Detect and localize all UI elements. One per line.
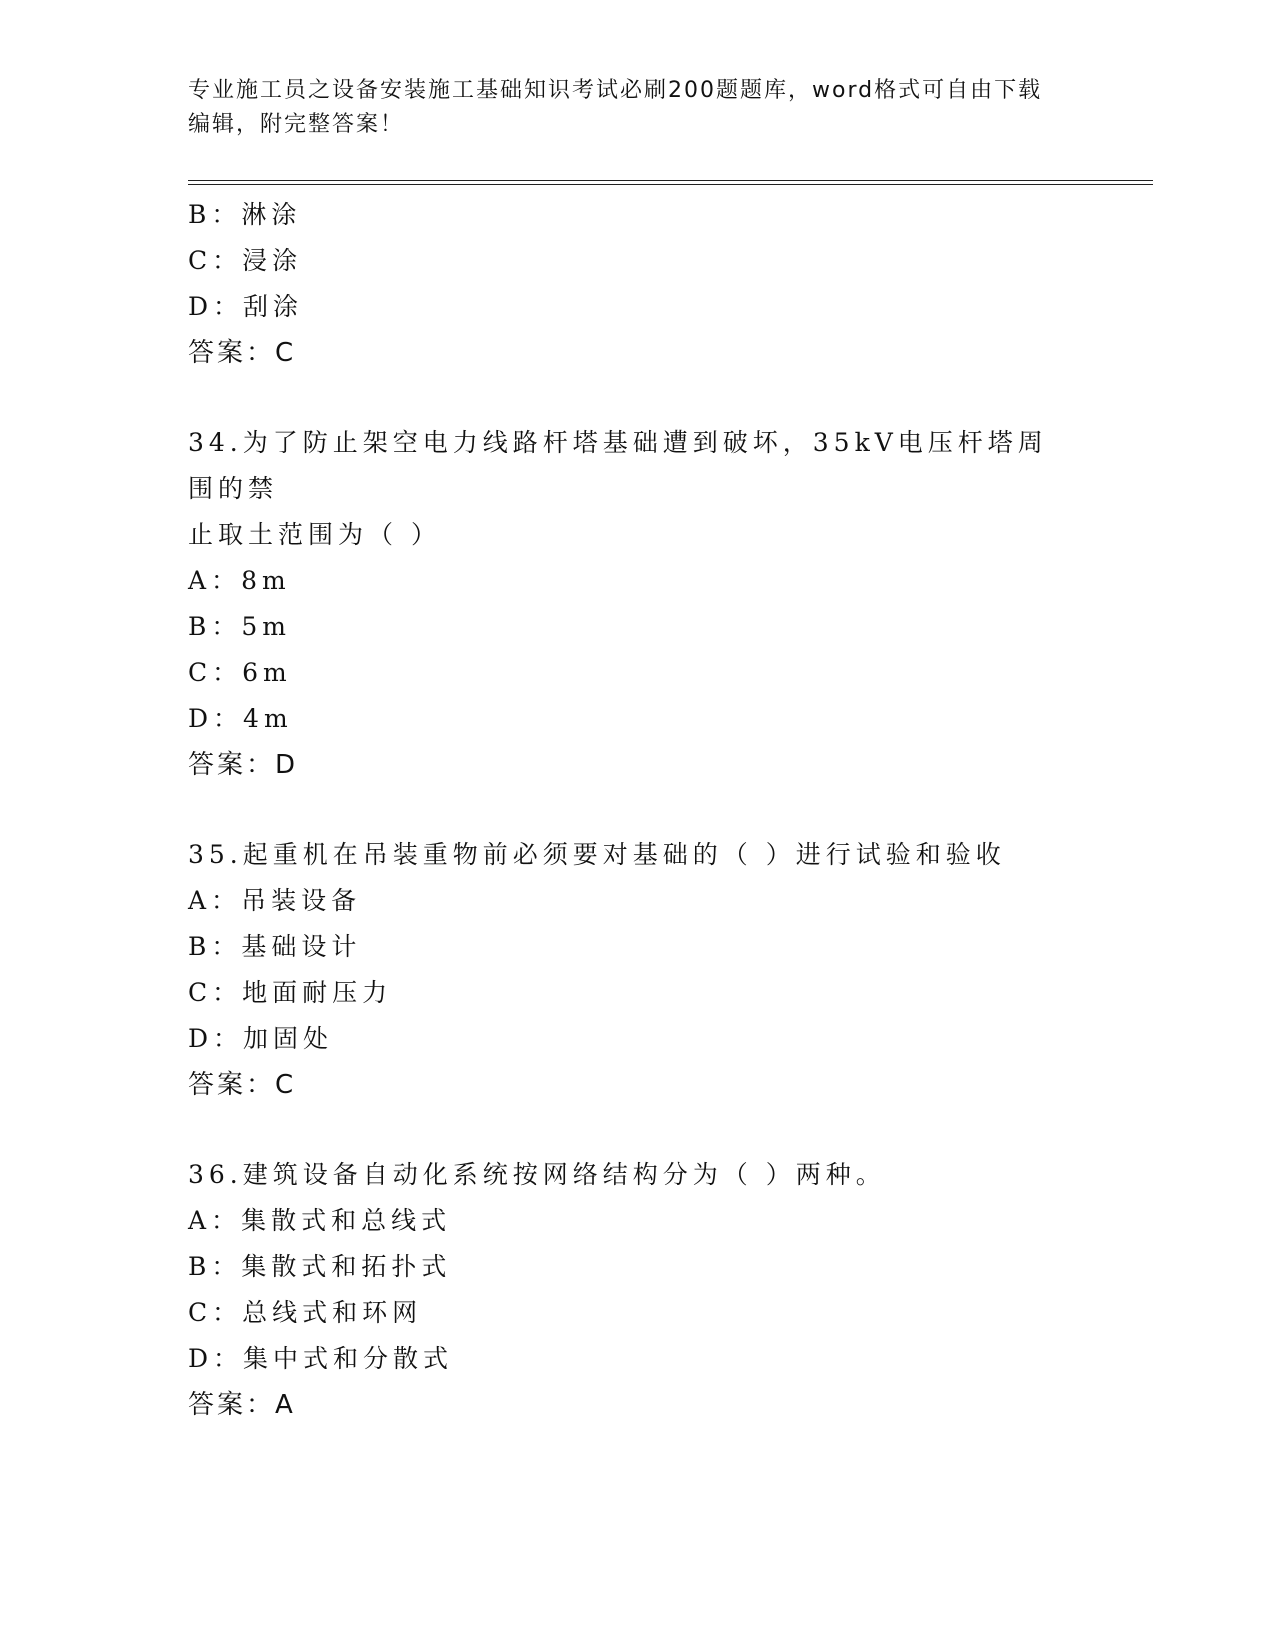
option-label: D： <box>188 1344 244 1373</box>
header-title-line-1: 专业施工员之设备安装施工基础知识考试必刷200题题库，word格式可自由下载 <box>188 78 1043 103</box>
option-b <box>188 604 1068 650</box>
question-stem <box>188 420 1068 558</box>
question-33-continued <box>188 192 1068 376</box>
option-label: A： <box>188 886 242 915</box>
option-a <box>188 1198 1068 1244</box>
question-stem <box>188 1152 1068 1198</box>
option-text: 总线式和环网 <box>242 1298 423 1327</box>
question-34 <box>188 420 1068 788</box>
question-stem-line-2: 止取土范围为（ ） <box>188 520 441 549</box>
answer-line: 答案：C <box>188 1070 297 1100</box>
question-stem-line-1: 36.建筑设备自动化系统按网络结构分为（ ）两种。 <box>188 1160 886 1189</box>
question-35 <box>188 832 1068 1108</box>
question-stem-line-1: 34.为了防止架空电力线路杆塔基础遭到破坏，35kV电压杆塔周围的禁 <box>188 428 1048 503</box>
option-d <box>188 284 1068 330</box>
option-a <box>188 878 1068 924</box>
option-text: 集散式和拓扑式 <box>241 1252 452 1281</box>
option-text: 4m <box>243 704 293 733</box>
option-c <box>188 650 1068 696</box>
option-label: B： <box>188 200 242 229</box>
option-label: C： <box>188 1298 243 1327</box>
option-text: 加固处 <box>243 1024 334 1053</box>
option-d <box>188 1336 1068 1382</box>
option-d <box>188 1016 1068 1062</box>
option-text: 集中式和分散式 <box>243 1344 454 1373</box>
option-text: 吊装设备 <box>241 886 362 915</box>
option-label: A： <box>188 1206 242 1235</box>
option-text: 地面耐压力 <box>242 978 393 1007</box>
option-c <box>188 970 1068 1016</box>
option-text: 刮涂 <box>243 292 304 321</box>
option-a <box>188 558 1068 604</box>
option-label: D： <box>188 704 244 733</box>
option-text: 淋涂 <box>241 200 302 229</box>
option-b <box>188 924 1068 970</box>
option-text: 6m <box>242 658 292 687</box>
question-stem-line-1: 35.起重机在吊装重物前必须要对基础的（ ）进行试验和验收 <box>188 840 1006 869</box>
option-label: B： <box>188 1252 242 1281</box>
spacer <box>188 1108 1068 1152</box>
question-stem <box>188 832 1068 878</box>
answer-line: 答案：C <box>188 338 297 368</box>
option-label: C： <box>188 658 243 687</box>
option-label: C： <box>188 246 243 275</box>
option-label: D： <box>188 292 244 321</box>
option-b <box>188 1244 1068 1290</box>
answer-line: 答案：D <box>188 750 299 780</box>
header-title-line-2: 编辑，附完整答案！ <box>188 112 405 137</box>
option-text: 集散式和总线式 <box>241 1206 452 1235</box>
option-text: 浸涂 <box>242 246 303 275</box>
option-b <box>188 192 1068 238</box>
option-label: B： <box>188 932 242 961</box>
option-label: D： <box>188 1024 244 1053</box>
question-36 <box>188 1152 1068 1428</box>
option-text: 8m <box>241 566 291 595</box>
option-label: B： <box>188 612 242 641</box>
option-label: C： <box>188 978 243 1007</box>
option-label: A： <box>188 566 242 595</box>
document-header <box>188 74 1068 142</box>
option-text: 5m <box>241 612 291 641</box>
spacer <box>188 788 1068 832</box>
option-c <box>188 1290 1068 1336</box>
header-divider <box>188 180 1153 185</box>
spacer <box>188 376 1068 420</box>
option-d <box>188 696 1068 742</box>
answer-line: 答案：A <box>188 1390 296 1420</box>
question-content <box>188 192 1068 1428</box>
option-c <box>188 238 1068 284</box>
option-text: 基础设计 <box>241 932 362 961</box>
